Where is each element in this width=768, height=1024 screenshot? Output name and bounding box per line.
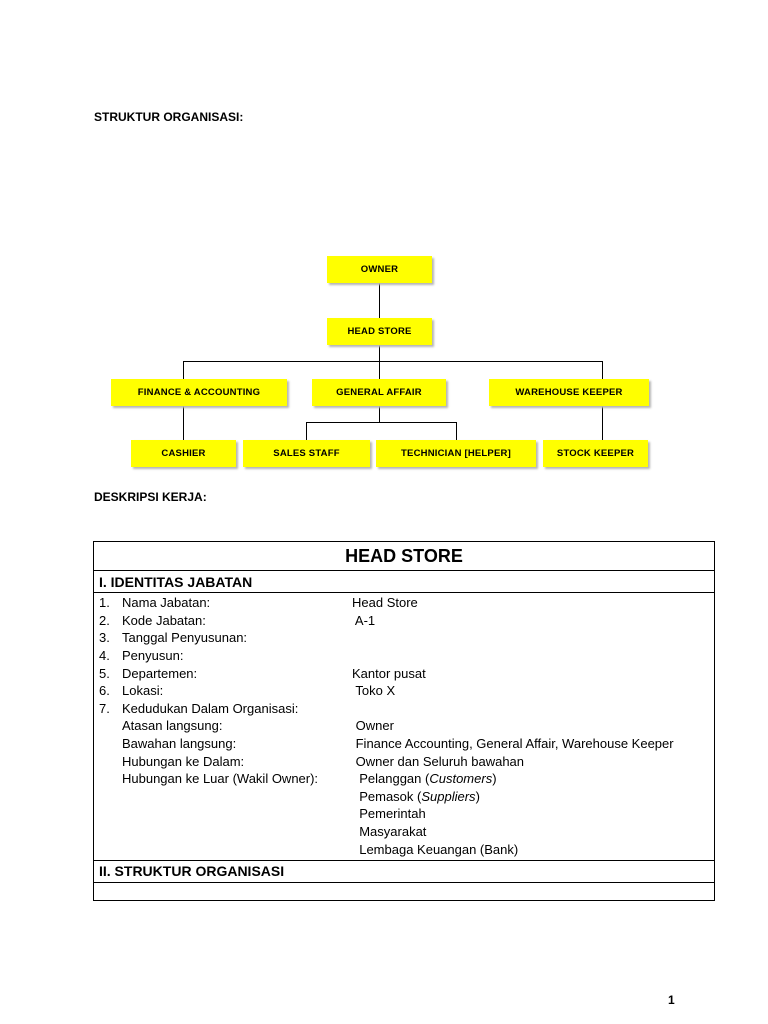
page-number: 1 bbox=[668, 993, 675, 1007]
item-value-text: Owner dan Seluruh bawahan bbox=[352, 753, 525, 769]
item-label: Penyusun: bbox=[122, 648, 184, 664]
list-item bbox=[94, 629, 714, 647]
item-value bbox=[352, 613, 714, 628]
item-label: Lokasi: bbox=[122, 683, 164, 699]
item-value-text: Pelanggan ( bbox=[352, 771, 430, 787]
item-value bbox=[352, 806, 714, 821]
connector-finance-cashier bbox=[183, 406, 184, 440]
item-value-text: A-1 bbox=[352, 612, 376, 628]
item-value-text: Owner bbox=[352, 718, 394, 734]
structure-empty-row bbox=[94, 883, 714, 900]
list-item bbox=[94, 823, 714, 841]
org-chart bbox=[0, 0, 768, 480]
item-label: Kedudukan Dalam Organisasi: bbox=[122, 700, 299, 716]
section-identity-heading: I. IDENTITAS JABATAN bbox=[94, 571, 714, 593]
item-number: 4. bbox=[99, 648, 110, 664]
item-value bbox=[352, 683, 714, 698]
list-item bbox=[94, 805, 714, 823]
item-label: Nama Jabatan: bbox=[122, 595, 211, 611]
org-node-stock-keeper: STOCK KEEPER bbox=[543, 440, 648, 467]
org-node-finance: FINANCE & ACCOUNTING bbox=[111, 379, 287, 406]
list-item bbox=[94, 752, 714, 770]
item-value-italic: Customers bbox=[429, 771, 493, 787]
item-value-text: Finance Accounting, General Affair, Warehouse Keeper bbox=[352, 736, 674, 752]
item-value bbox=[352, 718, 714, 733]
connector-general-down bbox=[379, 406, 380, 422]
section-structure-heading: II. STRUKTUR ORGANISASI bbox=[94, 861, 714, 883]
list-item bbox=[94, 788, 714, 806]
item-value-italic: Suppliers bbox=[421, 788, 476, 804]
identity-list bbox=[94, 593, 714, 861]
item-number: 2. bbox=[99, 612, 110, 628]
structure-heading: STRUKTUR ORGANISASI: bbox=[94, 110, 244, 124]
org-node-general-affair: GENERAL AFFAIR bbox=[312, 379, 446, 406]
item-value-text: Lembaga Keuangan (Bank) bbox=[352, 841, 519, 857]
list-item bbox=[94, 664, 714, 682]
connector-head-down bbox=[379, 345, 380, 362]
item-label: Hubungan ke Luar (Wakil Owner): bbox=[122, 771, 319, 787]
list-item bbox=[94, 700, 714, 718]
list-item bbox=[94, 840, 714, 858]
org-node-sales-staff: SALES STAFF bbox=[243, 440, 370, 467]
item-value bbox=[352, 771, 714, 786]
list-item bbox=[94, 682, 714, 700]
item-value bbox=[352, 666, 714, 681]
table-title: HEAD STORE bbox=[94, 542, 714, 571]
item-value-text: Pemasok ( bbox=[352, 788, 422, 804]
connector-to-warehouse bbox=[602, 361, 603, 379]
list-item bbox=[94, 735, 714, 753]
item-value bbox=[352, 842, 714, 857]
item-value-text: Pemerintah bbox=[352, 806, 426, 822]
list-item bbox=[94, 717, 714, 735]
connector-warehouse-stock bbox=[602, 406, 603, 440]
item-value bbox=[352, 754, 714, 769]
item-number: 1. bbox=[99, 595, 110, 611]
item-value-text: Kantor pusat bbox=[352, 665, 426, 681]
item-value-suffix: ) bbox=[475, 788, 480, 804]
item-value-text: Head Store bbox=[352, 595, 418, 611]
connector-to-general bbox=[379, 361, 380, 379]
connector-level2-bar bbox=[183, 361, 603, 362]
item-label: Kode Jabatan: bbox=[122, 612, 206, 628]
item-value-suffix: ) bbox=[492, 771, 497, 787]
item-label: Bawahan langsung: bbox=[122, 736, 237, 752]
connector-to-technician bbox=[456, 422, 457, 440]
item-label: Tanggal Penyusunan: bbox=[122, 630, 248, 646]
item-value bbox=[352, 736, 714, 751]
item-value bbox=[352, 824, 714, 839]
org-node-cashier: CASHIER bbox=[131, 440, 236, 467]
item-number: 5. bbox=[99, 665, 110, 681]
list-item bbox=[94, 612, 714, 630]
item-number: 3. bbox=[99, 630, 110, 646]
item-label: Atasan langsung: bbox=[122, 718, 223, 734]
item-value-text: Masyarakat bbox=[352, 824, 427, 840]
list-item bbox=[94, 647, 714, 665]
job-description-table bbox=[93, 541, 715, 901]
connector-to-sales bbox=[306, 422, 307, 440]
item-value bbox=[352, 789, 714, 804]
org-node-owner: OWNER bbox=[327, 256, 432, 283]
list-item bbox=[94, 594, 714, 612]
org-node-head-store: HEAD STORE bbox=[327, 318, 432, 345]
item-value-text: Toko X bbox=[352, 683, 396, 699]
item-label: Hubungan ke Dalam: bbox=[122, 753, 245, 769]
org-node-warehouse: WAREHOUSE KEEPER bbox=[489, 379, 649, 406]
item-number: 7. bbox=[99, 700, 110, 716]
item-number: 6. bbox=[99, 683, 110, 699]
connector-level3-bar bbox=[306, 422, 457, 423]
connector-owner-head bbox=[379, 282, 380, 318]
item-label: Departemen: bbox=[122, 665, 198, 681]
description-heading: DESKRIPSI KERJA: bbox=[94, 490, 207, 504]
item-value bbox=[352, 595, 714, 610]
list-item bbox=[94, 770, 714, 788]
org-node-technician: TECHNICIAN [HELPER] bbox=[376, 440, 536, 467]
connector-to-finance bbox=[183, 361, 184, 379]
